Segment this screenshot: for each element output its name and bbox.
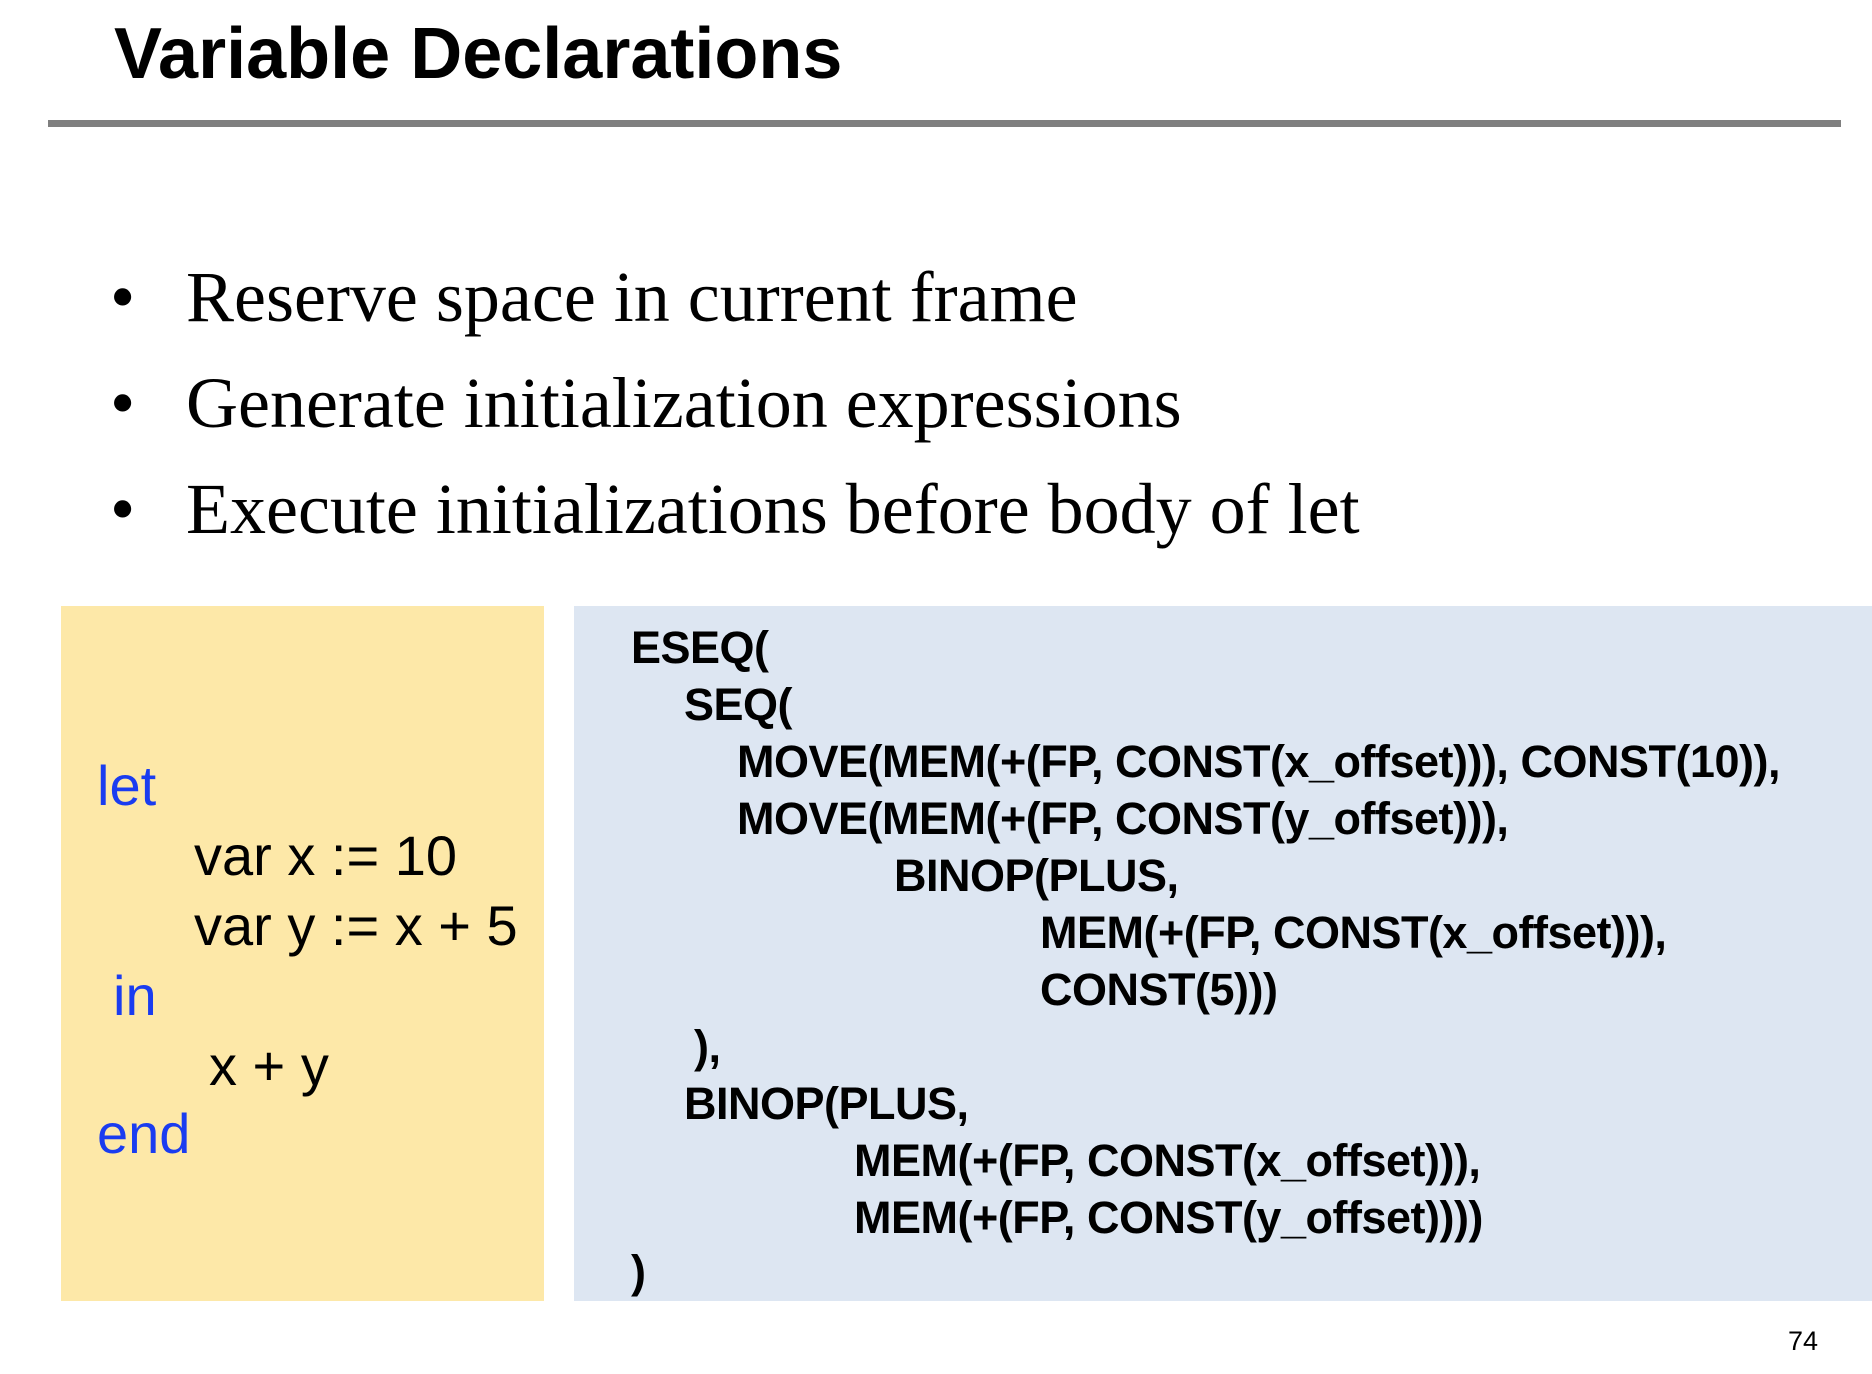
keyword-end: end xyxy=(97,1102,191,1165)
ir-line: ESEQ( xyxy=(631,622,769,673)
slide-title: Variable Declarations xyxy=(114,14,843,94)
ir-line: ), xyxy=(694,1021,721,1072)
ir-line: ) xyxy=(631,1246,646,1297)
ir-line: BINOP(PLUS, xyxy=(894,850,1179,901)
ir-line: CONST(5))) xyxy=(1040,964,1278,1015)
source-line: var y := x + 5 xyxy=(194,894,518,957)
source-line: var x := 10 xyxy=(194,824,458,887)
bullet-text: Generate initialization expressions xyxy=(186,363,1182,443)
bullet-text: Execute initializations before body of let xyxy=(186,469,1360,549)
bullet-item xyxy=(110,456,1360,562)
bullet-item xyxy=(110,244,1360,350)
bullet-marker: • xyxy=(110,363,136,443)
ir-line: BINOP(PLUS, xyxy=(684,1078,969,1129)
ir-line: MEM(+(FP, CONST(x_offset))), xyxy=(1040,907,1667,958)
keyword-in: in xyxy=(113,964,157,1027)
keyword-let: let xyxy=(97,754,157,817)
bullet-item xyxy=(110,350,1360,456)
ir-code-box xyxy=(574,606,1872,1301)
title-divider xyxy=(48,120,1841,127)
ir-line: MOVE(MEM(+(FP, CONST(y_offset))), xyxy=(737,793,1509,844)
bullet-marker: • xyxy=(110,257,136,337)
ir-line: MEM(+(FP, CONST(y_offset)))) xyxy=(854,1192,1483,1243)
bullet-marker: • xyxy=(110,469,136,549)
ir-line: SEQ( xyxy=(684,679,793,730)
bullet-list xyxy=(110,244,1360,562)
page-number: 74 xyxy=(1788,1326,1819,1356)
ir-line: MOVE(MEM(+(FP, CONST(x_offset))), CONST(10)), xyxy=(737,736,1780,787)
source-line: x + y xyxy=(209,1034,329,1097)
source-code-box xyxy=(61,606,544,1301)
bullet-text: Reserve space in current frame xyxy=(186,257,1078,337)
ir-line: MEM(+(FP, CONST(x_offset))), xyxy=(854,1135,1481,1186)
